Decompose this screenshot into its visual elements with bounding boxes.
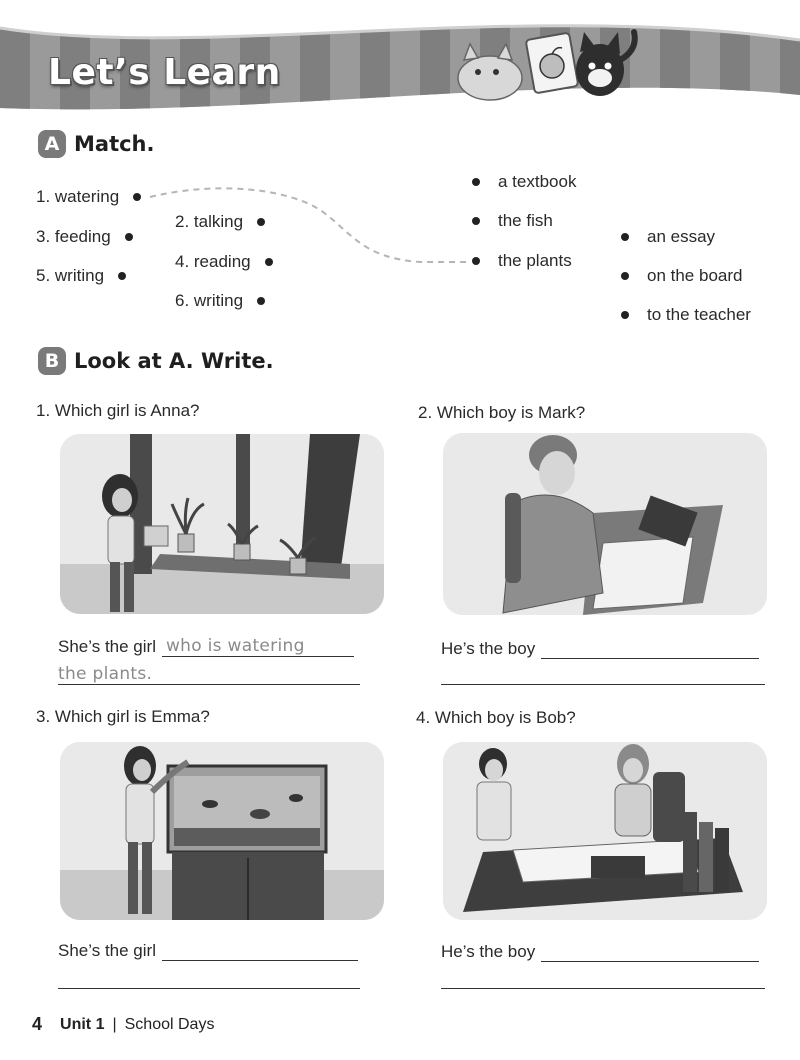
page-footer: [32, 1014, 214, 1035]
unit-title: School Days: [124, 1015, 215, 1033]
answer-3-line1: She’s the girl: [58, 940, 358, 961]
section-b-header: [38, 347, 274, 375]
answer-1-line2: [58, 664, 360, 685]
match-left-item-5: 5. writing: [36, 266, 126, 286]
section-a-badge: A: [38, 130, 66, 158]
match-left-item-1: 1. watering: [36, 187, 141, 207]
question-1: 1. Which girl is Anna?: [36, 401, 200, 420]
match-dot[interactable]: [133, 193, 141, 201]
match-right-item-essay: an essay: [621, 227, 715, 247]
question-3: 3. Which girl is Emma?: [36, 707, 210, 726]
match-dot[interactable]: [472, 257, 480, 265]
match-left-item-3: 3. feeding: [36, 227, 133, 247]
section-b-title: Look at A. Write.: [74, 349, 274, 373]
match-dot[interactable]: [257, 218, 265, 226]
picture-girl-feeding-fish: [60, 742, 384, 920]
match-right-item-fish: the fish: [472, 211, 553, 231]
match-dot[interactable]: [621, 272, 629, 280]
question-4: 4. Which boy is Bob?: [416, 708, 576, 727]
answer-3-blank[interactable]: [162, 940, 358, 961]
match-dot[interactable]: [472, 178, 480, 186]
match-dot[interactable]: [621, 233, 629, 241]
section-a-header: [38, 130, 154, 158]
answer-3-blank-2[interactable]: [58, 968, 360, 989]
match-right-item-teacher: to the teacher: [621, 305, 751, 325]
answer-2-blank[interactable]: [541, 638, 759, 659]
match-dot[interactable]: [621, 311, 629, 319]
answer-1-blank[interactable]: who is watering: [162, 636, 354, 657]
picture-girl-watering-plants: [60, 434, 384, 614]
match-left-item-4: 4. reading: [175, 252, 273, 272]
match-dot[interactable]: [257, 297, 265, 305]
answer-3-line2: [58, 968, 360, 989]
match-right-item-plants: the plants: [472, 251, 572, 271]
page-number: 4: [32, 1014, 43, 1034]
answer-4-blank[interactable]: [541, 941, 759, 962]
answer-1-line1: She’s the girl who is watering: [58, 636, 354, 657]
answer-4-line1: He’s the boy: [441, 941, 759, 962]
match-left-item-2: 2. talking: [175, 212, 265, 232]
answer-4-blank-2[interactable]: [441, 968, 765, 989]
answer-2-line1: He’s the boy: [441, 638, 759, 659]
answer-2-line2: [441, 664, 765, 685]
answer-2-blank-2[interactable]: [441, 664, 765, 685]
question-2: 2. Which boy is Mark?: [418, 403, 586, 422]
picture-boy-writing: [443, 433, 767, 615]
footer-separator: |: [112, 1015, 117, 1033]
lesson-banner: [0, 0, 800, 120]
match-right-item-board: on the board: [621, 266, 742, 286]
match-dot[interactable]: [472, 217, 480, 225]
match-left-item-6: 6. writing: [175, 291, 265, 311]
match-right-item-textbook: a textbook: [472, 172, 576, 192]
unit-label: Unit 1: [60, 1015, 105, 1033]
match-dot[interactable]: [118, 272, 126, 280]
picture-boy-talking-to-teacher: [443, 742, 767, 920]
page-title: Let’s Learn: [48, 52, 281, 93]
answer-1-blank-2[interactable]: the plants.: [58, 664, 360, 685]
section-a-title: Match.: [74, 132, 155, 156]
match-dot[interactable]: [125, 233, 133, 241]
match-dot[interactable]: [265, 258, 273, 266]
section-b-badge: B: [38, 347, 66, 375]
answer-4-line2: [441, 968, 765, 989]
